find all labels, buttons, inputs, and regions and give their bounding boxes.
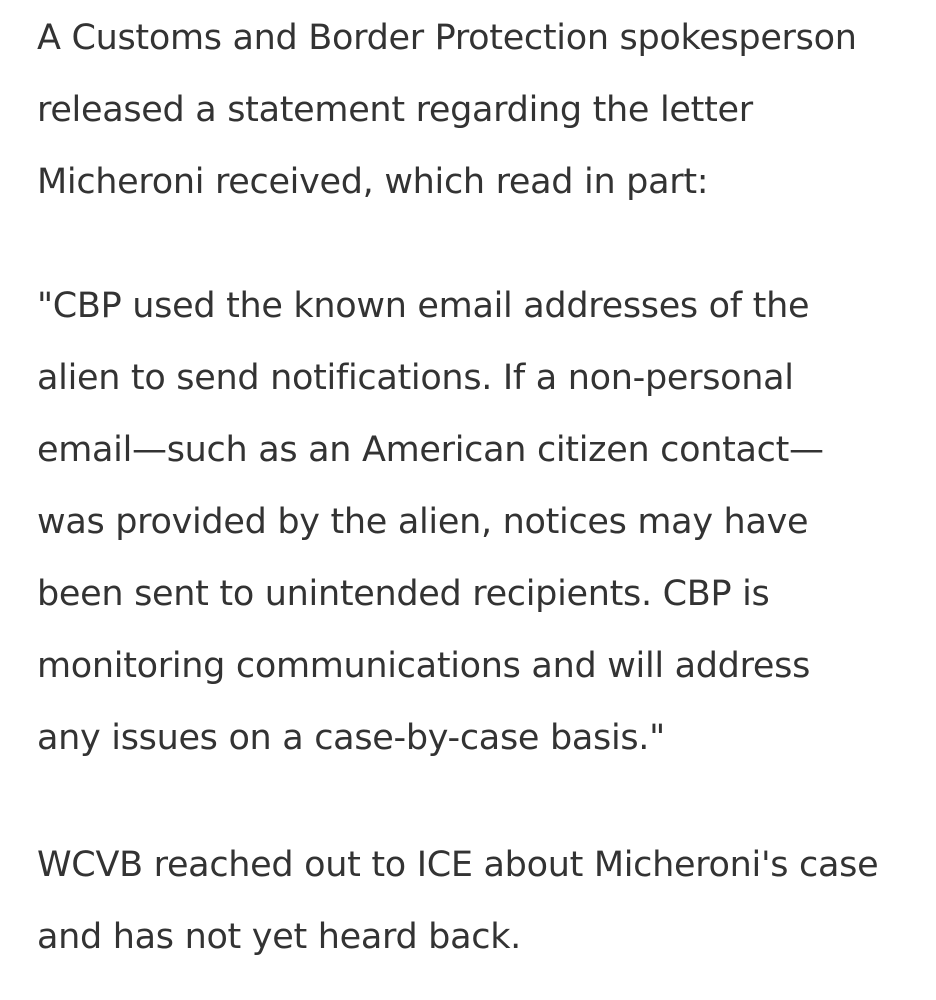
article-paragraph-statement-intro: [37, 2, 857, 218]
text-line: released a statement regarding the letter: [37, 90, 753, 130]
text-line: and has not yet heard back.: [37, 917, 521, 957]
article-paragraph-cbp-quote: [37, 270, 824, 774]
text-line: been sent to unintended recipients. CBP is: [37, 574, 770, 614]
text-line: WCVB reached out to ICE about Micheroni's case: [37, 845, 879, 885]
text-line: was provided by the alien, notices may have: [37, 502, 809, 542]
text-line: alien to send notifications. If a non-personal: [37, 358, 794, 398]
text-line: any issues on a case-by-case basis.": [37, 718, 665, 758]
article-paragraph-wcvb-followup: [37, 829, 878, 973]
text-line: A Customs and Border Protection spokesperson: [37, 18, 857, 58]
text-line: monitoring communications and will address: [37, 646, 811, 686]
text-line: Micheroni received, which read in part:: [37, 162, 709, 202]
text-line: email—such as an American citizen contact—: [37, 430, 824, 470]
text-line: "CBP used the known email addresses of the: [37, 286, 810, 326]
